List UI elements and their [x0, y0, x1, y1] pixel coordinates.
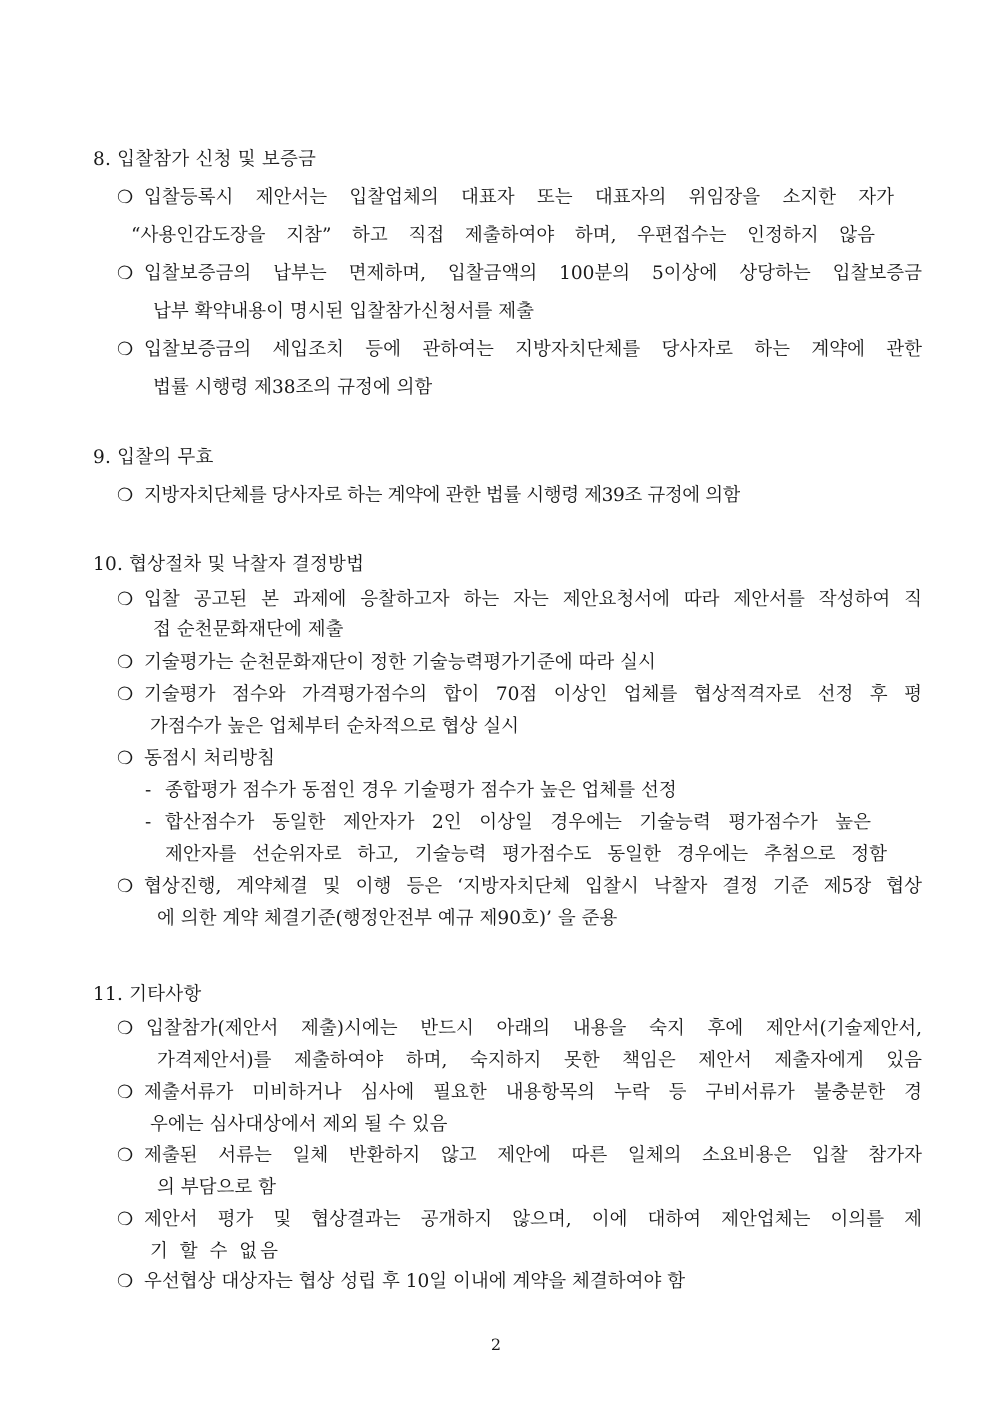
circle-bullet-icon: ❍: [117, 1082, 134, 1103]
item-line: 제안자를 선순위자로 하고, 기술능력 평가점수도 동일한 경우에는 추첨으로 정함: [165, 844, 887, 865]
circle-bullet-icon: ❍: [117, 652, 134, 673]
item-line: 가격제안서)를 제출하여야 하며, 숙지하지 못한 책임은 제안서 제출자에게 있음: [157, 1050, 922, 1071]
circle-bullet-icon: ❍: [117, 485, 134, 506]
circle-bullet-icon: ❍: [117, 684, 134, 705]
circle-bullet-icon: ❍: [117, 748, 134, 769]
circle-bullet-icon: ❍: [117, 1018, 134, 1039]
circle-bullet-icon: ❍: [117, 263, 134, 284]
circle-bullet-icon: ❍: [117, 1271, 134, 1292]
item-line: 우선협상 대상자는 협상 성립 후 10일 이내에 계약을 체결하여야 함: [144, 1271, 686, 1292]
item-line: 납부 확약내용이 명시된 입찰참가신청서를 제출: [153, 301, 534, 322]
item-line: 입찰참가(제안서 제출)시에는 반드시 아래의 내용을 숙지 후에 제안서(기술제안서,: [146, 1018, 922, 1039]
item-line: 의 부담으로 함: [157, 1177, 276, 1198]
page-number: 2: [490, 1335, 502, 1354]
section-heading-8: 8. 입찰참가 신청 및 보증금: [93, 149, 317, 170]
dash-marker: -: [145, 780, 152, 801]
section-heading-11: 11. 기타사항: [93, 984, 202, 1005]
item-line: 입찰등록시 제안서는 입찰업체의 대표자 또는 대표자의 위임장을 소지한 자가: [144, 187, 894, 208]
circle-bullet-icon: ❍: [117, 1209, 134, 1230]
item-line: 지방자치단체를 당사자로 하는 계약에 관한 법률 시행령 제39조 규정에 의함: [144, 485, 741, 506]
item-line: 가점수가 높은 업체부터 순차적으로 협상 실시: [150, 716, 519, 737]
circle-bullet-icon: ❍: [117, 1145, 134, 1166]
item-line: 제출서류가 미비하거나 심사에 필요한 내용항목의 누락 등 구비서류가 불충분한 경: [144, 1082, 922, 1103]
item-line: 기술평가는 순천문화재단이 정한 기술능력평가기준에 따라 실시: [144, 652, 656, 673]
section-heading-10: 10. 협상절차 및 낙찰자 결정방법: [93, 554, 365, 575]
circle-bullet-icon: ❍: [117, 339, 134, 360]
item-line: 입찰보증금의 납부는 면제하며, 입찰금액의 100분의 5이상에 상당하는 입찰보증금: [144, 263, 922, 284]
item-line: “사용인감도장을 지참” 하고 직접 제출하여야 하며, 우편접수는 인정하지 않음: [131, 225, 875, 246]
item-line: 기술평가 점수와 가격평가점수의 합이 70점 이상인 업체를 협상적격자로 선정 후 평: [144, 684, 922, 705]
item-line: 제안서 평가 및 협상결과는 공개하지 않으며, 이에 대하여 제안업체는 이의를 제: [144, 1209, 922, 1230]
circle-bullet-icon: ❍: [117, 589, 134, 610]
circle-bullet-icon: ❍: [117, 876, 134, 897]
item-line: 접 순천문화재단에 제출: [153, 619, 344, 640]
item-line: 우에는 심사대상에서 제외 될 수 있음: [150, 1114, 448, 1135]
item-line: 동점시 처리방침: [144, 748, 275, 769]
item-line: 입찰보증금의 세입조치 등에 관하여는 지방자치단체를 당사자로 하는 계약에 관한: [144, 339, 922, 360]
item-line: 기 할 수 없음: [150, 1241, 281, 1262]
section-heading-9: 9. 입찰의 무효: [93, 447, 214, 468]
circle-bullet-icon: ❍: [117, 187, 134, 208]
item-line: 종합평가 점수가 동점인 경우 기술평가 점수가 높은 업체를 선정: [165, 780, 677, 801]
item-line: 법률 시행령 제38조의 규정에 의함: [153, 377, 433, 398]
dash-marker: -: [145, 812, 152, 833]
item-line: 제출된 서류는 일체 반환하지 않고 제안에 따른 일체의 소요비용은 입찰 참가자: [144, 1145, 922, 1166]
item-line: 에 의한 계약 체결기준(행정안전부 예규 제90호)’ 을 준용: [157, 908, 618, 929]
item-line: 협상진행, 계약체결 및 이행 등은 ‘지방자치단체 입찰시 낙찰자 결정 기준 제5장 협상: [144, 876, 922, 897]
item-line: 합산점수가 동일한 제안자가 2인 이상일 경우에는 기술능력 평가점수가 높은: [165, 812, 871, 833]
item-line: 입찰 공고된 본 과제에 응찰하고자 하는 자는 제안요청서에 따라 제안서를 작성하여 직: [144, 589, 922, 610]
